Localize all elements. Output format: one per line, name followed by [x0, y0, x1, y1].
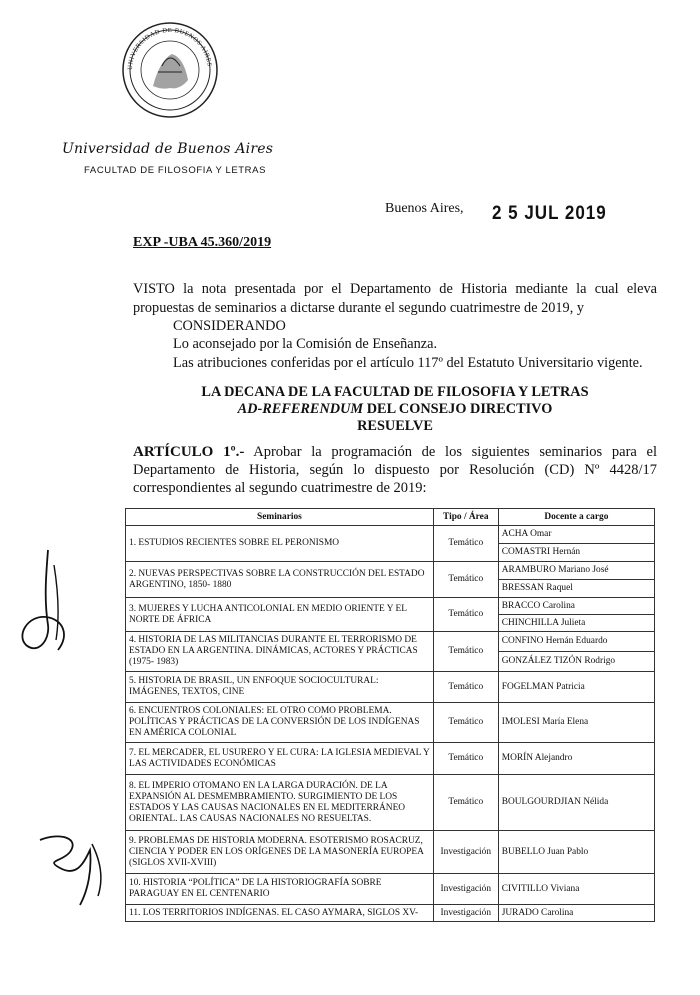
considerando-item-1: Lo aconsejado por la Comisión de Enseñanza.: [173, 336, 438, 352]
teacher-cell: COMASTRI Hernán: [498, 544, 654, 562]
type-cell: Temático: [433, 703, 498, 743]
table-row: [126, 905, 655, 922]
considerando-heading: CONSIDERANDO: [173, 318, 286, 334]
faculty-name: FACULTAD DE FILOSOFIA Y LETRAS: [84, 165, 267, 176]
seminar-cell: 4. HISTORIA DE LAS MILITANCIAS DURANTE EL TERRORISMO DE ESTADO EN LA ARGENTINA. DINÁMICAS, ACTORES Y PRÁCTICAS (1975- 1983): [126, 632, 434, 672]
teacher-cell: FOGELMAN Patricia: [498, 672, 654, 703]
expediente-number: EXP -UBA 45.360/2019: [133, 235, 272, 250]
table-row: [126, 743, 655, 775]
teacher-cell: GONZÁLEZ TIZÓN Rodrigo: [498, 652, 654, 672]
place-text: Buenos Aires,: [385, 201, 464, 216]
seminar-cell: 10. HISTORIA “POLÍTICA” DE LA HISTORIOGRAFÍA SOBRE PARAGUAY EN EL CENTENARIO: [126, 874, 434, 905]
type-cell: Investigación: [433, 905, 498, 922]
seminar-cell: 8. EL IMPERIO OTOMANO EN LA LARGA DURACIÓN. DE LA EXPANSIÓN AL DESMEMBRAMIENTO. SURGIMIENTO DE LOS ESTADOS Y LAS CAUSAS NACIONALES EN EL MEDITERRÁNEO ORIENTAL. LAS CAUSAS NACIONALES NO RESUELTAS.: [126, 775, 434, 831]
type-cell: Investigación: [433, 831, 498, 874]
teacher-cell: ARAMBURO Mariano José: [498, 562, 654, 580]
seminar-cell: 7. EL MERCADER, EL USURERO Y EL CURA: LA IGLESIA MEDIEVAL Y LAS ACTIVIDADES ECONÓMICAS: [126, 743, 434, 775]
svg-text:UNIVERSIDAD DE BUENOS AIRES: UNIVERSIDAD DE BUENOS AIRES: [126, 26, 213, 71]
teacher-cell: IMOLESI María Elena: [498, 703, 654, 743]
table-row: [126, 703, 655, 743]
table-row: [126, 672, 655, 703]
seminar-cell: 9. PROBLEMAS DE HISTORIA MODERNA. ESOTERISMO ROSACRUZ, CIENCIA Y PODER EN LOS ORÍGENES DE LA MASONERÍA EUROPEA (SIGLOS XVII-XVIII): [126, 831, 434, 874]
teacher-cell: MORÍN Alejandro: [498, 743, 654, 775]
type-cell: Temático: [433, 562, 498, 598]
header-seminarios: Seminarios: [126, 509, 434, 526]
article-1: [133, 443, 657, 497]
seminars-table: [125, 508, 655, 922]
seminar-cell: 6. ENCUENTROS COLONIALES: EL OTRO COMO PROBLEMA. POLÍTICAS Y PRÁCTICAS DE LA CONVERSIÓN DE LOS INDÍGENAS EN AMÉRICA COLONIAL: [126, 703, 434, 743]
type-cell: Temático: [433, 743, 498, 775]
header-docente: Docente a cargo: [498, 509, 654, 526]
teacher-cell: BRACCO Carolina: [498, 598, 654, 615]
handwritten-initials-mark: [8, 545, 83, 665]
teacher-cell: CONFINO Hernán Eduardo: [498, 632, 654, 652]
table-row: [126, 598, 655, 615]
teacher-cell: BRESSAN Raquel: [498, 580, 654, 598]
teacher-cell: ACHA Omar: [498, 526, 654, 544]
table-header-row: [126, 509, 655, 526]
table-row: [126, 562, 655, 580]
table-row: [126, 874, 655, 905]
teacher-cell: BOULGOURDJIAN Nélida: [498, 775, 654, 831]
table-row: [126, 632, 655, 652]
resolve-heading-1: LA DECANA DE LA FACULTAD DE FILOSOFIA Y LETRAS: [201, 384, 589, 400]
article-text: Aprobar la programación de los siguientes seminarios para el Departamento de Historia, según lo dispuesto por Resolución (CD) Nº 4428/17 correspondientes al segundo cuatrimestre de 2019:: [133, 444, 657, 496]
resolve-heading-2: [0, 401, 700, 418]
type-cell: Temático: [433, 775, 498, 831]
seminar-cell: 1. ESTUDIOS RECIENTES SOBRE EL PERONISMO: [126, 526, 434, 562]
type-cell: Temático: [433, 632, 498, 672]
considerando-item-2: Las atribuciones conferidas por el artículo 117º del Estatuto Universitario vigente.: [173, 355, 643, 371]
seminar-cell: 2. NUEVAS PERSPECTIVAS SOBRE LA CONSTRUCCIÓN DEL ESTADO ARGENTINO, 1850- 1880: [126, 562, 434, 598]
university-name: Universidad de Buenos Aires: [62, 141, 274, 157]
teacher-cell: JURADO Carolina: [498, 905, 654, 922]
seminar-cell: 11. LOS TERRITORIOS INDÍGENAS. EL CASO AYMARA, SIGLOS XV-: [126, 905, 434, 922]
university-seal: [120, 20, 220, 120]
table-row: [126, 526, 655, 544]
seminar-cell: 5. HISTORIA DE BRASIL, UN ENFOQUE SOCIOCULTURAL: IMÁGENES, TEXTOS, CINE: [126, 672, 434, 703]
type-cell: Temático: [433, 526, 498, 562]
visto-paragraph: VISTO la nota presentada por el Departamento de Historia mediante la cual eleva propuestas de seminarios a dictarse durante el segundo cuatrimestre de 2019, y: [133, 281, 657, 316]
header-tipo: Tipo / Área: [433, 509, 498, 526]
teacher-cell: BUBELLO Juan Pablo: [498, 831, 654, 874]
table-row: [126, 831, 655, 874]
type-cell: Temático: [433, 598, 498, 632]
consejo-text: DEL CONSEJO DIRECTIVO: [363, 401, 553, 417]
teacher-cell: CIVITILLO Viviana: [498, 874, 654, 905]
type-cell: Temático: [433, 672, 498, 703]
handwritten-signature-mark: [30, 830, 130, 910]
table-row: [126, 775, 655, 831]
ad-referendum-text: AD-REFERENDUM: [237, 401, 364, 417]
seminar-cell: 3. MUJERES Y LUCHA ANTICOLONIAL EN MEDIO ORIENTE Y EL NORTE DE ÁFRICA: [126, 598, 434, 632]
type-cell: Investigación: [433, 874, 498, 905]
teacher-cell: CHINCHILLA Julieta: [498, 615, 654, 632]
article-label: ARTÍCULO 1º.-: [133, 444, 245, 460]
date-stamp: 2 5 JUL 2019: [492, 201, 607, 224]
resolve-heading-3: RESUELVE: [357, 418, 433, 434]
